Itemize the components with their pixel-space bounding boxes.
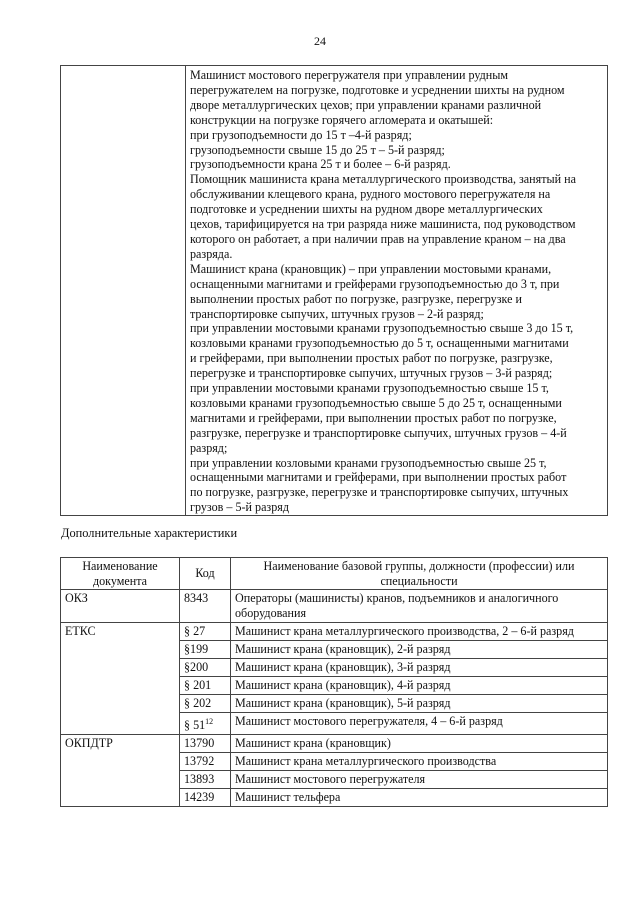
name-cell: Машинист крана (крановщик), 4-й разряд — [231, 677, 608, 695]
code-cell — [180, 713, 231, 735]
additional-characteristics-table — [60, 557, 608, 807]
code-text: §199 — [184, 642, 209, 656]
table-row — [61, 623, 608, 641]
text-line: разряд; — [190, 440, 228, 455]
code-cell — [180, 677, 231, 695]
continuation-table — [60, 65, 608, 516]
name-cell: Машинист крана (крановщик), 3-й разряд — [231, 659, 608, 677]
section-title: Дополнительные характеристики — [61, 526, 238, 540]
code-cell — [180, 659, 231, 677]
name-cell: Машинист крана металлургического производства — [231, 753, 608, 771]
document-cell: ОКЗ — [61, 590, 180, 623]
text-line: при грузоподъемности до 15 т –4-й разряд; — [190, 127, 412, 142]
text-line: разряда. — [190, 246, 233, 261]
name-cell: Машинист крана (крановщик), 2-й разряд — [231, 641, 608, 659]
text-line: Машинист крана (крановщик) – при управлении мостовыми кранами, — [190, 261, 552, 276]
code-cell — [180, 789, 231, 807]
name-cell: Операторы (машинисты) кранов, подъемников и аналогичного оборудования — [231, 590, 608, 623]
description-cell — [186, 66, 608, 516]
table-row — [61, 735, 608, 753]
name-cell: Машинист тельфера — [231, 789, 608, 807]
text-line: козловыми кранами грузоподъемностью свыше 5 до 25 т, оснащенными — [190, 395, 562, 410]
code-cell — [180, 641, 231, 659]
code-cell — [180, 753, 231, 771]
code-text: 8343 — [184, 591, 209, 605]
code-text: 13792 — [184, 754, 215, 769]
code-text: § 27 — [184, 624, 206, 638]
text-line: козловыми кранами грузоподъемностью до 5 т, оснащенными магнитами — [190, 336, 569, 351]
name-cell: Машинист крана металлургического производства, 2 – 6-й разряд — [231, 623, 608, 641]
text-line: по погрузке, разгрузке, перегрузке и транспортировке сыпучих, штучных — [190, 485, 569, 500]
code-text: §200 — [184, 660, 209, 674]
code-cell — [180, 623, 231, 641]
page-number: 24 — [314, 34, 326, 48]
text-line: дворе металлургических цехов; при управлении кранами различной — [190, 97, 542, 112]
text-line: обслуживании клещевого крана, рудного мостового перегружателя на — [190, 187, 551, 202]
text-line: грузоподъемности крана 25 т и более – 6-й разряд. — [190, 157, 451, 172]
code-text: 13790 — [184, 736, 215, 751]
text-line: выполнении простых работ по погрузке, разгрузке, перегрузке и — [190, 291, 522, 306]
code-cell — [180, 590, 231, 623]
code-text: 13893 — [184, 772, 215, 787]
code-cell — [180, 735, 231, 753]
name-cell: Машинист крана (крановщик), 5-й разряд — [231, 695, 608, 713]
text-line: подготовке и усреднении шихты на рудном дворе металлургических — [190, 202, 543, 217]
name-cell: Машинист мостового перегружателя — [231, 771, 608, 789]
code-cell — [180, 695, 231, 713]
text-line: и грейферами, при выполнении простых работ по погрузке, разгрузке, — [190, 351, 553, 366]
code-text: § 202 — [184, 696, 212, 710]
text-line: перегружателем на погрузке, подготовке и усреднении шихты на рудном — [190, 82, 565, 97]
text-line: Помощник машиниста крана металлургического производства, занятый на — [190, 172, 576, 187]
text-line: транспортировке сыпучих, штучных грузов – 2-й разряд; — [190, 306, 484, 321]
text-line: при управлении козловыми кранами грузоподъемностью свыше 25 т, — [190, 455, 547, 470]
header-code: Код — [180, 558, 231, 590]
document-cell: ЕТКС — [61, 623, 180, 735]
text-line: грузоподъемности свыше 15 до 25 т – 5-й разряд; — [190, 142, 445, 157]
text-line: Машинист мостового перегружателя при управлении рудным — [190, 68, 509, 82]
code-text: § 51 — [184, 718, 206, 733]
code-text: § 201 — [184, 678, 212, 692]
header-name: Наименование базовой группы, должности (профессии) или специальности — [231, 558, 608, 590]
text-line: разгрузке, перегрузке и транспортировке сыпучих, штучных грузов – 4-й — [190, 425, 567, 440]
table-row — [61, 590, 608, 623]
text-line: грузов – 5-й разряд — [190, 500, 289, 515]
name-cell: Машинист крана (крановщик) — [231, 735, 608, 753]
header-document: Наименование документа — [61, 558, 180, 590]
name-cell: Машинист мостового перегружателя, 4 – 6-й разряд — [231, 713, 608, 735]
text-line: перегрузке и транспортировке сыпучих, штучных грузов – 3-й разряд; — [190, 366, 553, 381]
empty-cell — [61, 66, 186, 516]
text-line: при управлении мостовыми кранами грузоподъемностью свыше 15 т, — [190, 381, 549, 396]
text-line: оснащенными магнитами и грейферами грузоподъемностью до 3 т, при — [190, 276, 560, 291]
code-cell — [180, 771, 231, 789]
text-line: при управлении мостовыми кранами грузоподъемностью свыше 3 до 15 т, — [190, 321, 574, 336]
text-line: которого он работает, а при наличии прав на управление краном – на два — [190, 231, 566, 246]
document-cell: ОКПДТР — [61, 735, 180, 807]
code-superscript: 12 — [205, 717, 214, 726]
text-line: конструкции на погрузке горячего агломерата и окатышей: — [190, 112, 494, 127]
text-line: оснащенными магнитами и грейферами, при выполнении простых работ — [190, 470, 567, 485]
text-line: магнитами и грейферами, при выполнении простых работ по погрузке, — [190, 410, 557, 425]
text-line: цехов, тарифицируется на три разряда ниже машиниста, под руководством — [190, 217, 576, 232]
code-text: 14239 — [184, 790, 215, 805]
